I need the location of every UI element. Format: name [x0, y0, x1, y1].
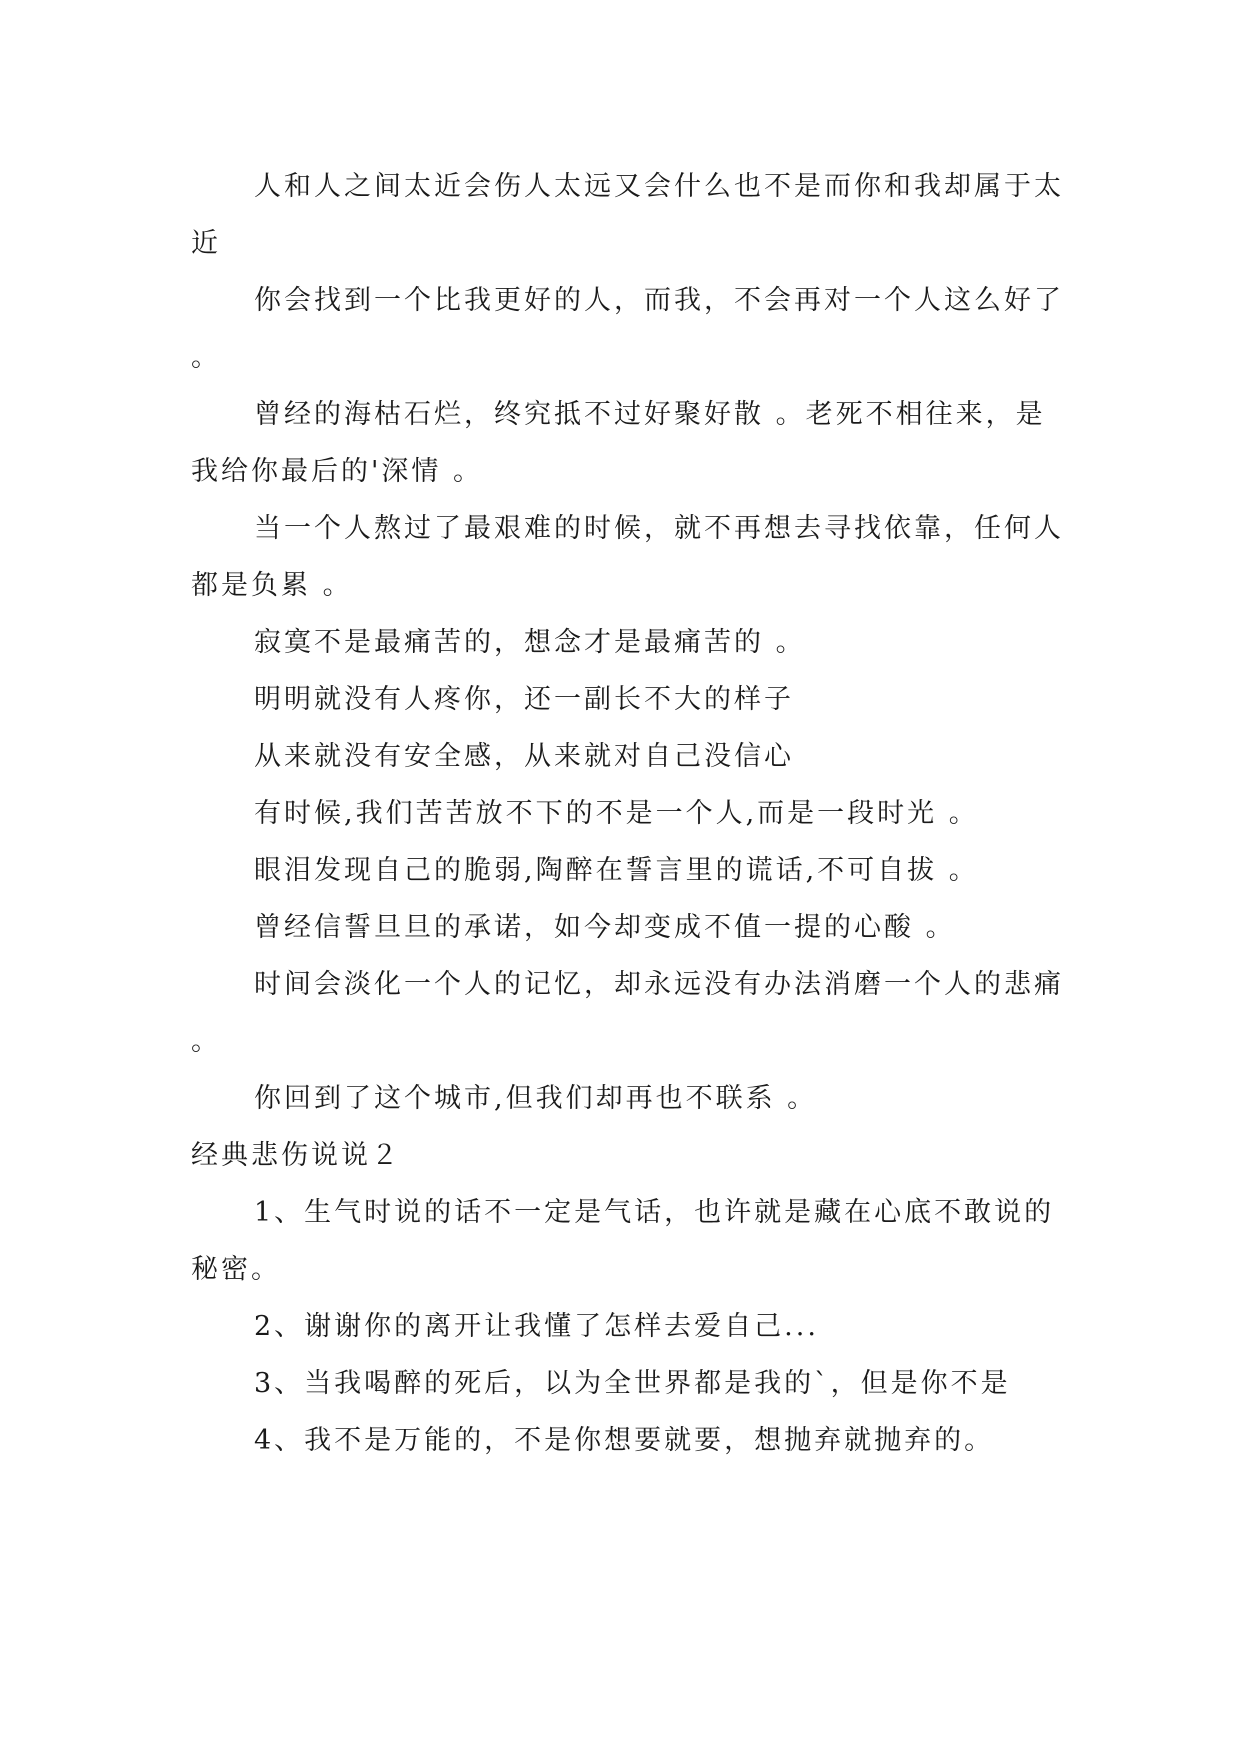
numbered-paragraph: 3、当我喝醉的死后，以为全世界都是我的`，但是你不是: [254, 1368, 1011, 1399]
paragraph: 曾经的海枯石烂，终究抵不过好聚好散 。老死不相往来，是我给你最后的'深情 。: [191, 399, 1046, 487]
numbered-paragraph: 4、我不是万能的，不是你想要就要，想抛弃就抛弃的。: [254, 1425, 995, 1456]
paragraph: 你回到了这个城市,但我们却再也不联系 。: [254, 1083, 818, 1114]
numbered-paragraph: 2、谢谢你的离开让我懂了怎样去爱自己...: [254, 1311, 819, 1342]
paragraph: 寂寞不是最痛苦的，想念才是最痛苦的 。: [254, 627, 806, 658]
paragraph: 从来就没有安全感，从来就对自己没信心: [254, 741, 794, 772]
paragraph: 有时候,我们苦苦放不下的不是一个人,而是一段时光 。: [254, 798, 979, 829]
paragraph: 眼泪发现自己的脆弱,陶醉在誓言里的谎话,不可自拔 。: [254, 855, 979, 886]
paragraph: 曾经信誓旦旦的承诺，如今却变成不值一提的心酸 。: [254, 912, 956, 943]
document-body: [191, 158, 1071, 1469]
paragraph: 人和人之间太近会伤人太远又会什么也不是而你和我却属于太近: [191, 171, 1064, 259]
paragraph: 当一个人熬过了最艰难的时候，就不再想去寻找依靠，任何人都是负累 。: [191, 513, 1064, 601]
numbered-paragraph: 1、生气时说的话不一定是气话，也许就是藏在心底不敢说的秘密。: [191, 1197, 1055, 1285]
paragraph: 明明就没有人疼你，还一副长不大的样子: [254, 684, 794, 715]
paragraph: 你会找到一个比我更好的人，而我，不会再对一个人这么好了 。: [191, 285, 1064, 373]
section-heading: 经典悲伤说说２: [191, 1140, 401, 1171]
paragraph: 时间会淡化一个人的记忆，却永远没有办法消磨一个人的悲痛 。: [191, 969, 1064, 1057]
